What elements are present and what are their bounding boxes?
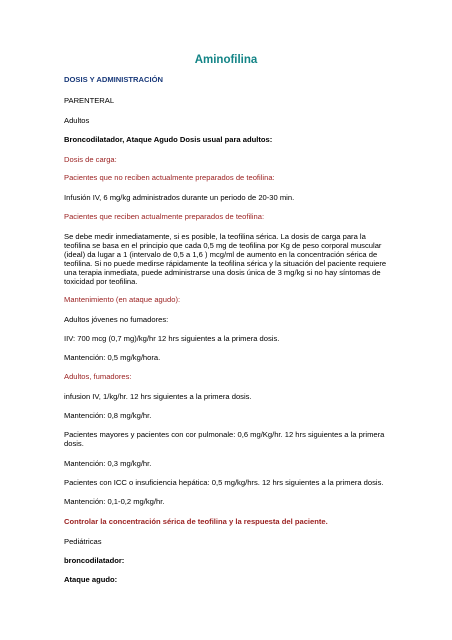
jovenes-label: Adultos jóvenes no fumadores:: [64, 315, 169, 324]
mantencion-2: Mantención: 0,8 mg/kg/hr.: [64, 411, 152, 420]
icc-text: Pacientes con ICC o insuficiencia hepática: 0,5 mg/kg/hrs. 12 hrs siguientes a la primera dosis.: [64, 478, 384, 487]
parenteral-label: PARENTERAL: [64, 96, 115, 105]
iiv-text: IIV: 700 mcg (0,7 mg)/kg/hr 12 hrs siguientes a la primera dosis.: [64, 334, 280, 343]
mantencion-1: Mantención: 0,5 mg/kg/hora.: [64, 353, 161, 362]
mantencion-4: Mantención: 0,1-0,2 mg/kg/hr.: [64, 497, 165, 506]
mayores-text: Pacientes mayores y pacientes con cor pulmonale: 0,6 mg/Kg/hr. 12 hrs siguientes a la primera dosis.: [64, 430, 385, 449]
mantencion-3: Mantención: 0,3 mg/kg/hr.: [64, 459, 152, 468]
infusion-text: Infusión IV, 6 mg/kg administrados durante un periodo de 20-30 min.: [64, 193, 295, 202]
broncodilatador-label: broncodilatador:: [64, 556, 125, 565]
adultos-label: Adultos: [64, 116, 90, 125]
infusion-2-text: infusion IV, 1/kg/hr. 12 hrs siguientes a la primera dosis.: [64, 392, 252, 401]
no-reciben-heading: Pacientes que no reciben actualmente preparados de teofilina:: [64, 173, 275, 182]
broncodilatador-heading: Broncodilatador, Ataque Agudo Dosis usual para adultos:: [64, 135, 273, 144]
ataque-agudo-label: Ataque agudo:: [64, 575, 118, 584]
carga-paragraph: Se debe medir inmediatamente, si es posible, la teofilina sérica. La dosis de carga para la teofilina se basa en el principio que cada 0,5 mg de teofilina por Kg de peso corporal muscular (ideal) da lugar a 1 (intervalo de 0,5 a 1,6 ) mcg/ml de aumento en la concentración sérica de teofilina. Si no puede medirse rápidamente la teofilina sérica y la situación del paciente requiere una terapia inmediata, puede administrarse una dosis única de 3 mg/kg si no hay síntomas de toxicidad por teofilina.: [64, 232, 387, 287]
dosis-carga-heading: Dosis de carga:: [64, 155, 117, 164]
section-heading: DOSIS Y ADMINISTRACIÓN: [64, 75, 164, 84]
mantenimiento-heading: Mantenimiento (en ataque agudo):: [64, 295, 181, 304]
controlar-heading: Controlar la concentración sérica de teofilina y la respuesta del paciente.: [64, 517, 328, 526]
document-title: Aminofilina: [194, 54, 258, 66]
reciben-heading: Pacientes que reciben actualmente preparados de teofilina:: [64, 212, 265, 221]
fumadores-heading: Adultos, fumadores:: [64, 372, 132, 381]
pediatricas-label: Pediátricas: [64, 537, 102, 546]
